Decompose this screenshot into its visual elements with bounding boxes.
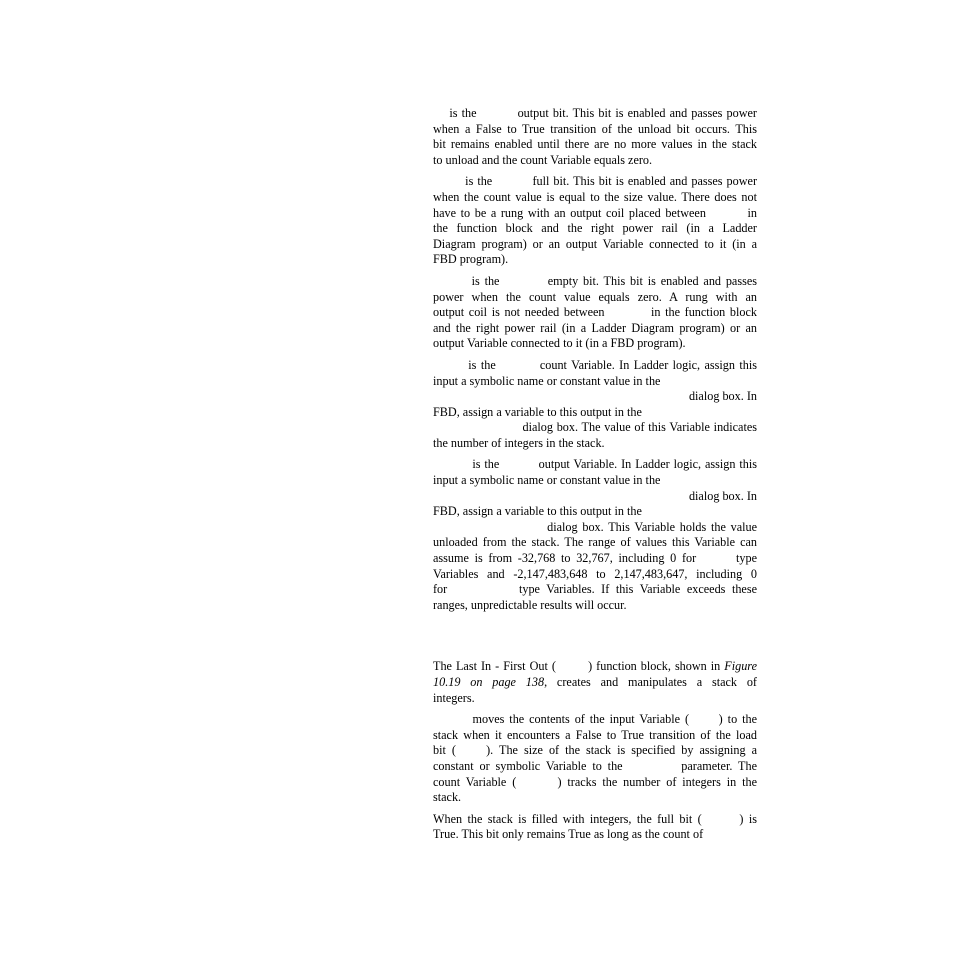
text-line: bit ( ). The size of the stack is specified by assigning a <box>433 743 757 758</box>
figure-reference[interactable]: 10.19 on page 138 <box>433 675 545 689</box>
text-line: stack. <box>433 790 462 805</box>
text-line: moves the contents of the input Variable ( ) to the <box>433 712 757 727</box>
text-line: assume is from -32,768 to 32,767, including 0 for type <box>433 551 757 566</box>
text-line <box>433 675 757 691</box>
text-line: dialog box. The value of this Variable indicates <box>433 420 757 435</box>
text-line <box>433 659 757 675</box>
figure-reference[interactable]: Figure <box>724 659 757 674</box>
text-line: output Variable connected to it (in a FBD program). <box>433 336 686 351</box>
text-line: have to be a rung with an output coil placed between in <box>433 205 757 220</box>
text-line: unloaded from the stack. The range of values this Variable can <box>433 535 757 550</box>
text-line: output coil is not needed between in the function block <box>433 305 757 320</box>
paragraph-output-variable <box>433 457 757 613</box>
intro-rest: , creates and manipulates a stack of <box>544 675 757 689</box>
text-line: Variables and -2,147,483,648 to 2,147,483,647, including 0 <box>433 566 757 581</box>
text-line: for type Variables. If this Variable exceeds these <box>433 582 757 597</box>
text-line: dialog box. In <box>688 488 757 503</box>
text-line: the function block and the right power rail (in a Ladder <box>433 221 757 236</box>
paragraph-full-bit <box>433 174 757 268</box>
paragraph-stack-full <box>433 812 757 843</box>
text-line: input a symbolic name or constant value in the <box>433 473 661 488</box>
text-line: dialog box. This Variable holds the value <box>433 519 757 534</box>
text-line: when a False to True transition of the unload bit occurs. This <box>433 121 757 136</box>
text-line: power when the count value equals zero. A rung with an <box>433 289 757 304</box>
text-line: When the stack is filled with integers, the full bit ( ) is <box>433 811 757 826</box>
text-line: bit remains enabled until there are no more values in the stack <box>433 137 757 152</box>
text-line: is the full bit. This bit is enabled and passes power <box>433 174 757 189</box>
paragraph-load-behavior <box>433 712 757 806</box>
text-line: is the output Variable. In Ladder logic, assign this <box>433 457 757 472</box>
text-line: is the output bit. This bit is enabled and passes power <box>433 106 757 120</box>
paragraph-unload-output-bit <box>433 106 757 168</box>
intro-prefix: The Last In - First Out ( ) function block, shown in <box>433 659 725 674</box>
text-line: and the right power rail (in a Ladder Diagram program) or an <box>433 320 757 335</box>
text-line: the number of integers in the stack. <box>433 435 605 450</box>
text-line: stack when it encounters a False to True transition of the load <box>433 727 757 742</box>
text-line: when the count value is equal to the size value. There does not <box>433 189 757 204</box>
document-column <box>433 106 757 849</box>
text-line: ranges, unpredictable results will occur. <box>433 597 627 612</box>
text-line: FBD program). <box>433 252 509 267</box>
text-line: dialog box. In <box>688 389 757 404</box>
text-line: to unload and the count Variable equals zero. <box>433 152 653 167</box>
text-line: count Variable ( ) tracks the number of integers in the <box>433 774 757 789</box>
text-line: FBD, assign a variable to this output in the <box>433 404 642 419</box>
text-line: Diagram program) or an output Variable connected to it (in a <box>433 236 757 251</box>
text-line: True. This bit only remains True as long as the count of <box>433 827 704 842</box>
paragraph-lifo-intro <box>433 659 757 706</box>
text-line: input a symbolic name or constant value in the <box>433 373 661 388</box>
text-line: FBD, assign a variable to this output in the <box>433 504 642 519</box>
text-line: is the count Variable. In Ladder logic, assign this <box>433 357 757 372</box>
text-line: integers. <box>433 690 475 705</box>
text-line: is the empty bit. This bit is enabled and passes <box>433 273 757 288</box>
paragraph-empty-bit <box>433 274 757 352</box>
text-line: constant or symbolic Variable to the parameter. The <box>433 758 757 773</box>
paragraph-count-variable <box>433 358 757 452</box>
